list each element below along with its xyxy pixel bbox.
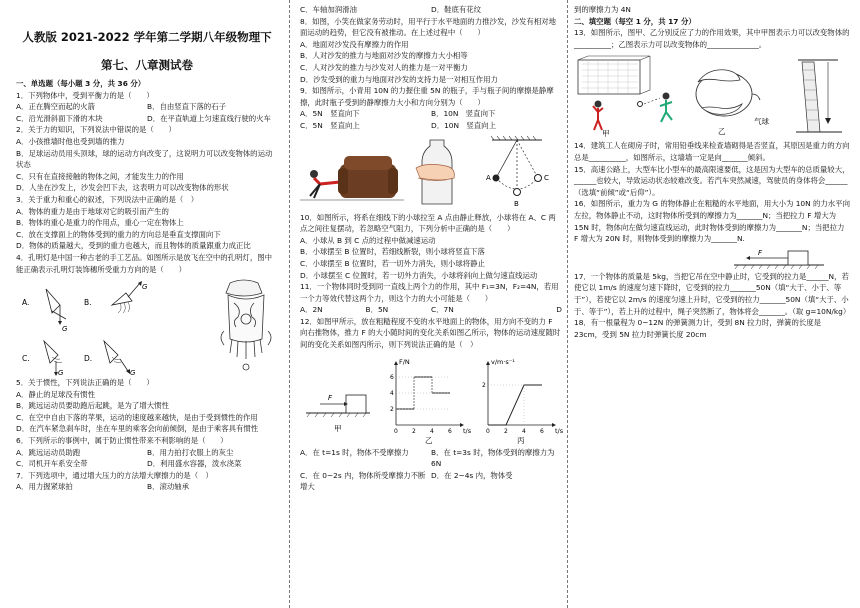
velocity-graph-y-label: v/m·s⁻¹ — [491, 357, 515, 366]
balloon-label: 气球 — [754, 117, 769, 127]
q12-diagrams — [300, 353, 562, 445]
velocity-time-graph — [482, 358, 564, 445]
option[interactable]: B．10N 竖直向下 — [431, 109, 496, 119]
option[interactable]: C．小球摆至 B 位置时，若一切外力消失，则小球将静止 — [300, 258, 485, 268]
x-tick-label: 0 — [394, 427, 398, 435]
g-label: G — [58, 369, 64, 378]
question-9: 9．如图所示，小青用 10N 的力握住重 5N 的瓶子，手与瓶子间的摩擦是静摩擦，此时瓶子受到的静摩擦力大小和方向分别为（ ） — [300, 86, 554, 107]
x-tick-label: 2 — [412, 427, 416, 435]
g-label: G — [62, 325, 68, 334]
figures-row — [300, 134, 562, 210]
option[interactable]: A．小球从 B 到 C 点的过程中做减速运动 — [300, 235, 436, 245]
force-label: F — [328, 393, 333, 402]
question-16: 16．如图所示，重力为 G 的物体静止在粗糙的水平地面，用大小为 10N 的力水平向左拉，物体静止不动，这时物体所受到的摩擦力为_______N；当把拉力 F 增大为 15N 时，物体向左做匀速直线运动，此时物体受到的摩擦力为_______N；当把拉力 F 增大为 20N 时，则物体受到的摩擦力为_______N. — [574, 199, 850, 244]
column-1 — [16, 4, 278, 493]
question-7: 7．下列选项中，通过增大压力的方法增大摩擦力的是（ ） — [16, 470, 213, 480]
force-graph-y-label: F/N — [399, 357, 410, 366]
option[interactable]: D．利用盛水容器，泼水浇菜 — [147, 459, 242, 469]
option[interactable]: D．10N 竖直向上 — [431, 120, 496, 130]
question-12-continued: 到的摩擦力为 4N — [574, 5, 631, 14]
option[interactable]: C．在空中自由下落的苹果，运动的速度越来越快，是由于受到惯性的作用 — [16, 412, 258, 422]
question-15: 15．高速公路上，大型车比小型车的最高限速要低，这是因为大型车的总质量较大，______也较大，导致运动状态较难改变。若汽车突然减速，驾驶员的身体将会______（选填“前倾”或“后仰”）。 — [574, 164, 850, 197]
option[interactable]: D．在平直轨道上匀速直线行驶的火车 — [147, 113, 271, 123]
option[interactable]: A．正在腾空而起的火箭 — [16, 102, 95, 112]
y-tick-label: 6 — [390, 373, 394, 381]
question-2: 2．关于力的知识，下列说法中错误的是（ ） — [16, 125, 176, 135]
option[interactable]: B．自由竖直下落的石子 — [147, 102, 226, 112]
option[interactable]: B．人对沙发的推力与地面对沙发的摩擦力大小相等 — [300, 51, 468, 61]
hand-holding-bottle-illustration — [416, 140, 454, 204]
x-tick-label: 4 — [522, 427, 526, 435]
question-10: 10．如图所示，将系在细线下的小球拉至 A 点由静止释放，小球将在 A、C 两点之间往复摆动，若忽略空气阻力，下列分析中正确的是（ ） — [300, 212, 556, 234]
option[interactable]: A．物体的重力是由于地球对它的吸引而产生的 — [16, 206, 169, 216]
question-4: 4．孔明灯是中国一种古老的手工艺品。如图所示是放飞在空中的孔明灯，图中能正确表示孔明灯装饰穗所受重力方向的是（ ） — [16, 252, 272, 274]
column-divider — [289, 0, 290, 608]
tassel-b-icon — [112, 281, 142, 313]
x-tick-label: 4 — [430, 427, 434, 435]
option[interactable]: B．小球摆至 B 位置时，若细线断裂，则小球将竖直下落 — [300, 247, 485, 257]
y-tick-label: 2 — [482, 381, 486, 389]
option[interactable]: D．在 2~4s 内，物体受 — [431, 470, 513, 480]
tassel-a-icon — [46, 289, 66, 325]
x-tick-label: 6 — [540, 427, 544, 435]
option[interactable]: C．放在支撑面上的物体受到的重力的方向总是垂直支撑面向下 — [16, 229, 221, 239]
option[interactable]: C．只有在直接接触的物体之间，才能发生力的作用 — [16, 171, 184, 181]
question-12: 12．如图甲所示，放在粗糙程度不变的水平地面上的物体，用方向不变的力 F 向右推物体，推力 F 的大小随时间的变化关系如图乙所示，物体的运动速度随时间的变化关系如图丙所示，则下列说法正确的是（ ） — [300, 316, 561, 350]
q4-figures — [16, 275, 278, 377]
y-tick-label: 2 — [390, 405, 394, 413]
option[interactable]: A．小孩推墙时他也受到墙的推力 — [16, 136, 125, 146]
question-5: 5．关于惯性，下列说法正确的是（ ） — [16, 378, 154, 388]
velocity-graph-x-label: t/s — [555, 426, 564, 435]
pendulum-point-c: C — [544, 173, 549, 182]
column-3 — [574, 4, 850, 340]
option[interactable]: D．物体的质量越大，受到的重力也越大，而且物体的质量跟重力成正比 — [16, 241, 251, 251]
tassel-d-icon — [104, 341, 130, 374]
option[interactable]: D．小球摆至 C 位置时，若一切外力消失，小球将斜向上做匀速直线运动 — [300, 270, 538, 280]
option[interactable]: D．鞋底有花纹 — [431, 5, 482, 14]
option[interactable]: A．静止的足球没有惯性 — [16, 389, 95, 399]
force-graph-caption: 乙 — [425, 435, 433, 445]
q13-q14-figures — [574, 52, 850, 138]
force-graph-x-label: t/s — [463, 426, 472, 435]
option[interactable]: A．在 t=1s 时，物体不受摩擦力 — [300, 447, 409, 457]
exam-title: 人教版 2021-2022 学年第二学期八年级物理下 — [22, 30, 272, 44]
force-graph-y-arrow — [394, 361, 398, 365]
option[interactable]: C．人对沙发的推力与沙发对人的推力是一对平衡力 — [300, 62, 468, 72]
question-6: 6．下列所示的事例中，属于防止惯性带来不利影响的是（ ） — [16, 436, 228, 446]
question-14: 14．建筑工人在砌房子时，常用铅垂线来检查墙砌得是否竖直，其原因是重力的方向总是__________，如图所示，这墙墙一定是向_______倾斜。 — [574, 141, 850, 162]
option-label-b: B. — [84, 298, 92, 308]
q12-figures — [300, 353, 562, 445]
option[interactable]: B．足球运动员用头顶球，球的运动方向改变了，这说明力可以改变物体的运动状态 — [16, 148, 273, 170]
option[interactable]: D．沙发受到的重力与地面对沙发的支持力是一对相互作用力 — [300, 74, 498, 84]
block-on-ground-diagram — [306, 394, 370, 433]
pendulum-point-a: A — [486, 173, 491, 182]
option[interactable]: A．跳远运动员助跑 — [16, 447, 81, 457]
option[interactable]: A．地面对沙发没有摩擦力的作用 — [300, 39, 409, 49]
option[interactable]: B．跳远运动员要助跑后起跳，是为了增大惯性 — [16, 401, 169, 411]
pendulum-diagram — [486, 136, 549, 208]
option[interactable]: A．5N 竖直向下 — [300, 109, 360, 119]
column-2 — [300, 4, 562, 493]
option[interactable]: B．5N — [365, 305, 389, 315]
exam-subtitle: 第七、八章测试卷 — [101, 58, 193, 72]
soccer-goal-illustration — [578, 56, 672, 138]
lantern-tassel-figures — [16, 275, 278, 377]
option-label-a: A. — [22, 298, 30, 308]
x-tick-label: 6 — [448, 427, 452, 435]
section-heading: 一、单选题（每小题 3 分，共 36 分） — [16, 79, 146, 88]
option[interactable]: C．在 0~2s 内，物体所受摩擦力不断增大 — [300, 470, 426, 492]
figure-caption: 乙 — [718, 127, 726, 137]
question-3: 3．关于重力和重心的叙述，下列说法中正确的是（ ） — [16, 194, 199, 204]
option[interactable]: D．人坐在沙发上，沙发会凹下去，这表明力可以改变物体的形状 — [16, 183, 229, 193]
pendulum-point-b: B — [514, 199, 519, 208]
velocity-graph-caption: 丙 — [517, 435, 525, 445]
question-8: 8．如图，小笑在做家务劳动时，用平行于水平地面的力推沙发，沙发有相对地面运动的趋势，但它没有被推动。在上述过程中（ ） — [300, 16, 556, 38]
y-tick-label: 4 — [390, 389, 394, 397]
force-label: F — [758, 248, 763, 257]
option[interactable]: D — [556, 305, 562, 315]
question-17: 17．一个物体的质量是 5kg，当把它吊在空中静止时，它受到的拉力是______N，若使它以 1m/s 的速度匀速下降时，它受到的拉力_______50N（填“大于、小于、等于”），若使它以 2m/s 的速度匀速上升时，它受到的拉力_______50N（填“大于、小于、等于”），若上升的过程中，绳子突然断了，物体将会_______。（取 g=10N/kg） — [574, 271, 851, 316]
option[interactable]: C．司机开车系安全带 — [16, 459, 88, 469]
force-time-graph — [390, 358, 472, 445]
option[interactable]: C．5N 竖直向上 — [300, 120, 360, 130]
option[interactable]: B．滚动轴承 — [147, 482, 190, 492]
question-11: 11．一个物体同时受到同一直线上两个力的作用，其中 F₁=3N，F₂=4N，若用一个力等效代替这两个力，则这个力的大小可能是（ ） — [300, 282, 559, 303]
person-pushing-sofa-illustration — [300, 156, 404, 200]
kongming-lantern-icon — [221, 280, 271, 370]
plumb-line-wall-diagram — [796, 60, 842, 132]
option[interactable]: C．7N — [431, 305, 454, 315]
x-tick-label: 0 — [486, 427, 490, 435]
option[interactable]: B．在 t=3s 时，物体受到的摩擦力为 6N — [431, 447, 555, 469]
figure-caption: 甲 — [334, 423, 342, 433]
option[interactable]: B．物体的重心是重力的作用点，重心一定在物体上 — [16, 218, 184, 228]
column-divider — [567, 0, 568, 608]
pressed-balloon-illustration — [696, 70, 769, 136]
section-heading: 二、填空题（每空 1 分，共 17 分） — [574, 16, 696, 26]
x-tick-label: 2 — [504, 427, 508, 435]
figure-caption: 甲 — [602, 129, 610, 139]
option[interactable]: B．用力拍打衣服上的灰尘 — [147, 447, 234, 457]
option-label-c: C. — [22, 354, 30, 364]
block-pulled-left-diagram — [574, 247, 850, 269]
option[interactable]: C．沿光滑斜面下滑的木块 — [16, 113, 103, 123]
option[interactable]: A．2N — [300, 305, 323, 315]
g-label: G — [130, 369, 136, 378]
question-13: 13．如图所示，图甲、乙分别反应了力的作用效果，其中甲图表示力可以改变物体的__________；乙图表示力可以改变物体的______________。 — [574, 28, 850, 49]
option[interactable]: A．用力握紧球拍 — [16, 482, 73, 492]
figures-row — [574, 52, 850, 138]
q8-q10-figures — [300, 134, 562, 210]
g-label: G — [142, 283, 148, 292]
q16-figure — [574, 247, 850, 269]
option-label-d: D. — [84, 354, 93, 364]
option[interactable]: C．车轴加润滑油 — [300, 5, 357, 14]
question-18: 18．有一根量程为 0~12N 的弹簧测力计，受到 8N 拉力时，弹簧的长度是 23cm，受到 5N 拉力时弹簧长度 20cm — [574, 318, 822, 339]
option[interactable]: D．在汽车紧急刹车时，坐在车里的乘客会向前倾倒，是由于乘客具有惯性 — [16, 424, 259, 434]
velocity-graph-y-arrow — [486, 361, 490, 365]
velocity-line — [488, 385, 542, 425]
question-1: 1．下列物体中，受到平衡力的是（ ） — [16, 90, 154, 100]
